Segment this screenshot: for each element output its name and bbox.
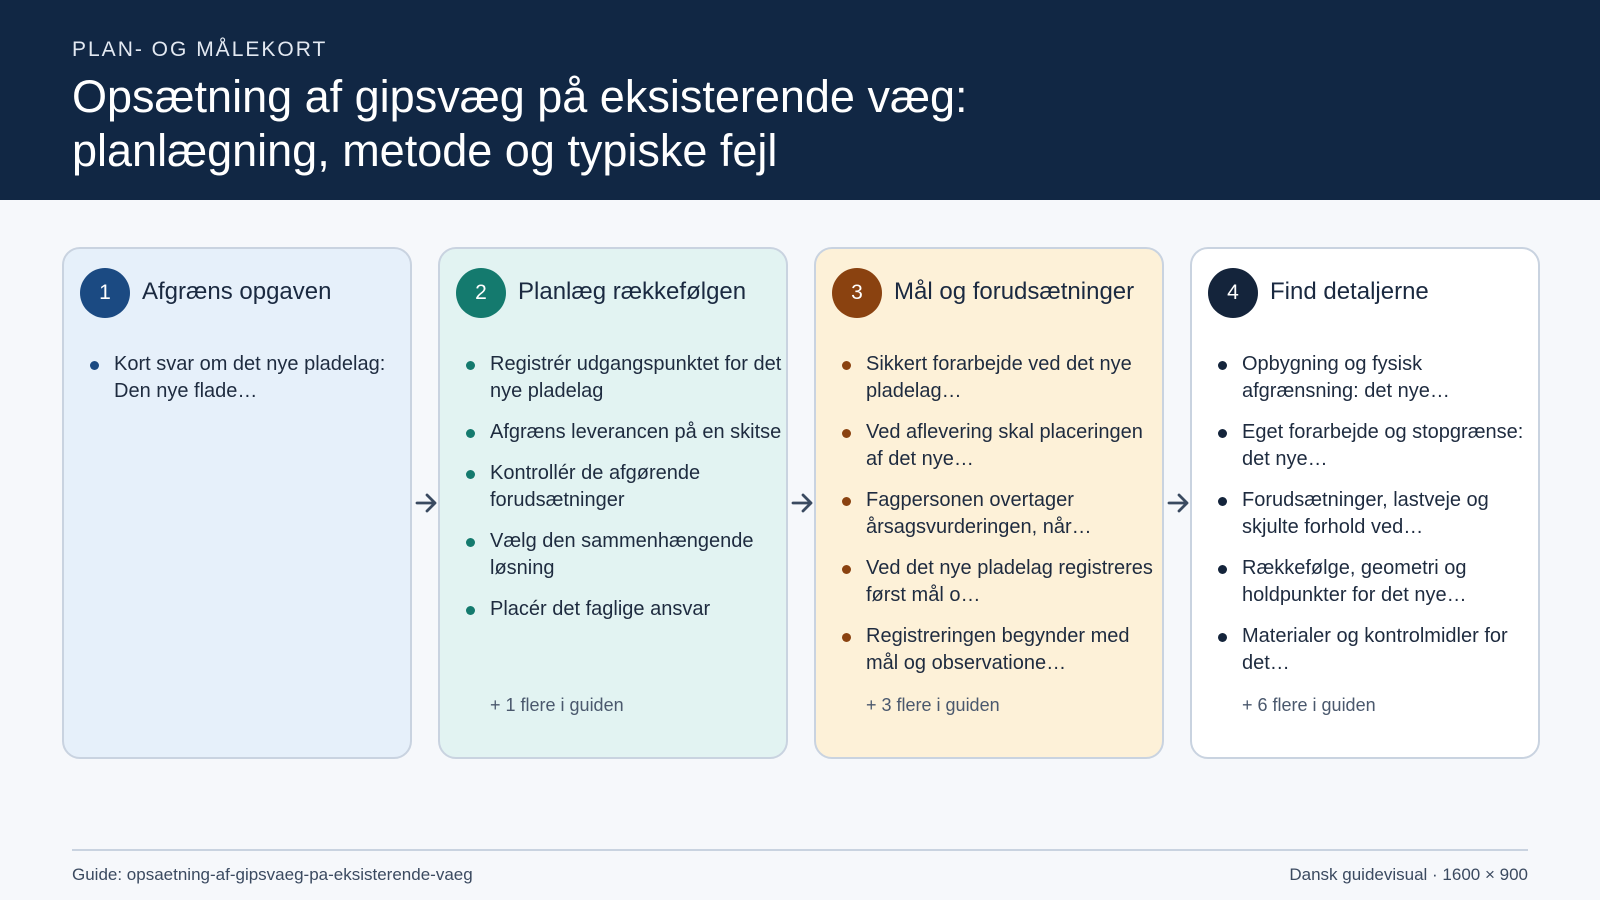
list-item-text: Forudsætninger, lastveje og skjulte forhold ved… xyxy=(1242,489,1489,538)
step-card-2 xyxy=(438,247,788,759)
bullet-dot-icon xyxy=(466,606,475,615)
bullet-dot-icon xyxy=(842,361,851,370)
footer-meta: Dansk guidevisual · 1600 × 900 xyxy=(1289,865,1528,884)
more-in-guide-note: + 3 flere i guiden xyxy=(866,695,1000,715)
step-title: Find detaljerne xyxy=(1270,278,1429,305)
list-item xyxy=(842,623,1158,677)
bullet-dot-icon xyxy=(1218,633,1227,642)
list-item-text: Opbygning og fysisk afgrænsning: det nye… xyxy=(1242,353,1450,402)
page-title-line-2: planlægning, metode og typiske fejl xyxy=(72,125,778,176)
list-item xyxy=(1218,555,1534,609)
bullet-dot-icon xyxy=(90,361,99,370)
bullet-dot-icon xyxy=(466,470,475,479)
list-item-text: Placér det faglige ansvar xyxy=(490,598,711,620)
list-item-text: Kort svar om det nye pladelag: Den nye flade… xyxy=(114,353,386,402)
list-item xyxy=(1218,351,1534,405)
list-item xyxy=(90,351,406,405)
footer-divider xyxy=(72,849,1528,851)
list-item-text: Registrér udgangspunktet for det nye pladelag xyxy=(490,353,782,402)
bullet-dot-icon xyxy=(466,429,475,438)
step-card-1 xyxy=(62,247,412,759)
header-banner xyxy=(0,0,1600,200)
list-item-text: Afgræns leverancen på en skitse xyxy=(490,421,782,443)
page-title-line-1: Opsætning af gipsvæg på eksisterende væg: xyxy=(72,71,968,122)
list-item xyxy=(1218,487,1534,541)
list-item-text: Ved det nye pladelag registreres først mål o… xyxy=(866,557,1153,606)
list-item-text: Fagpersonen overtager årsagsvurderingen, når… xyxy=(866,489,1092,538)
list-item-text: Materialer og kontrolmidler for det… xyxy=(1242,625,1508,674)
step-card-3 xyxy=(814,247,1164,759)
list-item-text: Kontrollér de afgørende forudsætninger xyxy=(490,462,701,511)
step-title: Afgræns opgaven xyxy=(142,278,332,305)
arrow-right-icon xyxy=(1166,490,1192,516)
step-title: Planlæg rækkefølgen xyxy=(518,278,747,305)
list-item-text: Registreringen begynder med mål og observatione… xyxy=(866,625,1130,674)
more-in-guide-note: + 6 flere i guiden xyxy=(1242,695,1376,715)
list-item xyxy=(842,555,1158,609)
step-title: Mål og forudsætninger xyxy=(894,278,1135,305)
list-item xyxy=(842,351,1158,405)
list-item xyxy=(466,528,782,582)
step-card-4 xyxy=(1190,247,1540,759)
bullet-dot-icon xyxy=(1218,429,1227,438)
bullet-dot-icon xyxy=(466,538,475,547)
bullet-dot-icon xyxy=(842,497,851,506)
bullet-dot-icon xyxy=(842,429,851,438)
step-bullet-list xyxy=(466,351,782,637)
step-number-badge: 4 xyxy=(1208,268,1258,318)
step-number-badge: 3 xyxy=(832,268,882,318)
step-number-badge: 1 xyxy=(80,268,130,318)
bullet-dot-icon xyxy=(466,361,475,370)
list-item-text: Rækkefølge, geometri og holdpunkter for det nye… xyxy=(1242,557,1467,606)
step-bullet-list xyxy=(1218,351,1534,691)
bullet-dot-icon xyxy=(842,565,851,574)
list-item-text: Vælg den sammenhængende løsning xyxy=(490,530,754,579)
step-number-badge: 2 xyxy=(456,268,506,318)
list-item-text: Ved aflevering skal placeringen af det nye… xyxy=(866,421,1143,470)
arrow-right-icon xyxy=(414,490,440,516)
list-item-text: Eget forarbejde og stopgrænse: det nye… xyxy=(1242,421,1524,470)
bullet-dot-icon xyxy=(1218,565,1227,574)
step-bullet-list xyxy=(90,351,406,419)
step-bullet-list xyxy=(842,351,1158,691)
list-item xyxy=(842,487,1158,541)
footer-guide-slug: Guide: opsaetning-af-gipsvaeg-pa-eksisterende-vaeg xyxy=(72,865,473,884)
list-item xyxy=(466,351,782,405)
list-item xyxy=(466,419,782,446)
list-item xyxy=(1218,623,1534,677)
list-item-text: Sikkert forarbejde ved det nye pladelag… xyxy=(866,353,1132,402)
more-in-guide-note: + 1 flere i guiden xyxy=(490,695,624,715)
bullet-dot-icon xyxy=(1218,361,1227,370)
bullet-dot-icon xyxy=(1218,497,1227,506)
list-item xyxy=(1218,419,1534,473)
list-item xyxy=(842,419,1158,473)
arrow-right-icon xyxy=(790,490,816,516)
kicker-label: PLAN- OG MÅLEKORT xyxy=(72,38,328,61)
page-title xyxy=(72,70,1372,178)
list-item xyxy=(466,596,782,623)
bullet-dot-icon xyxy=(842,633,851,642)
list-item xyxy=(466,460,782,514)
